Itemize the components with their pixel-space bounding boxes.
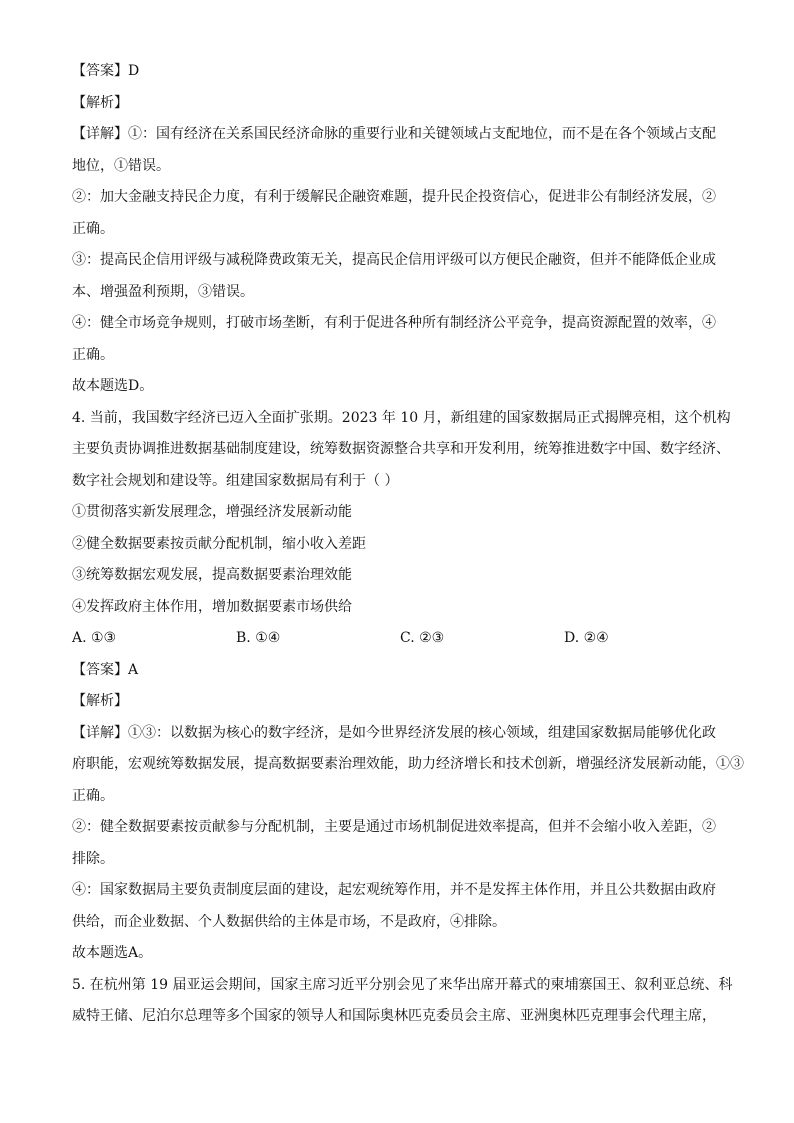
q3-detail-line: ④：健全市场竞争规则，打破市场垄断，有利于促进各种所有制经济公平竞争，提高资源配置的效率，④ bbox=[72, 315, 716, 331]
q5-stem-line: 5. 在杭州第 19 届亚运会期间，国家主席习近平分别会见了来华出席开幕式的柬埔寨国王、叙利亚总统、科 bbox=[72, 976, 733, 993]
q4-detail-line: 排除。 bbox=[72, 850, 114, 867]
q4-analysis-label: 【解析】 bbox=[72, 693, 128, 709]
q3-answer: 【答案】D bbox=[72, 63, 140, 79]
q4-detail-line: 正确。 bbox=[72, 787, 114, 804]
q4-detail-line: 府职能，宏观统筹数据发展，提高数据要素治理效能，助力经济增长和技术创新，增强经济发展新动能，①③ bbox=[72, 756, 744, 772]
q4-statement: ④发挥政府主体作用，增加数据要素市场供给 bbox=[72, 598, 352, 615]
q3-conclusion: 故本题选D。 bbox=[72, 378, 154, 394]
q4-detail-line: 供给，而企业数据、个人数据供给的主体是市场，不是政府，④排除。 bbox=[72, 913, 506, 930]
q4-statement: ③统筹数据宏观发展，提高数据要素治理效能 bbox=[72, 567, 352, 583]
q4-option-a: A. ①③ bbox=[72, 630, 117, 646]
q4-statement: ①贯彻落实新发展理念，增强经济发展新动能 bbox=[72, 504, 352, 520]
q4-detail-line: ④：国家数据局主要负责制度层面的建设，起宏观统筹作用，并不是发挥主体作用，并且公共数据由政府 bbox=[72, 882, 716, 898]
q4-detail-line: 【详解】①③：以数据为核心的数字经济，是如今世界经济发展的核心领域，组建国家数据局能够优化政 bbox=[72, 724, 716, 741]
q4-option-c: C. ②③ bbox=[400, 630, 445, 646]
q3-detail-line: 本、增强盈利预期，③错误。 bbox=[72, 283, 254, 300]
q4-stem-line: 数字社会规划和建设等。组建国家数据局有利于（ ） bbox=[72, 472, 399, 489]
q4-conclusion: 故本题选A。 bbox=[72, 945, 153, 961]
q3-detail-line: ③：提高民企信用评级与减税降费政策无关，提高民企信用评级可以方便民企融资，但并不能降低企业成 bbox=[72, 252, 716, 268]
q4-option-d: D. ②④ bbox=[564, 630, 609, 646]
q3-detail-line: 【详解】①：国有经济在关系国民经济命脉的重要行业和关键领域占支配地位，而不是在各个领域占支配 bbox=[72, 126, 716, 142]
q3-detail-line: ②：加大金融支持民企力度，有利于缓解民企融资难题，提升民企投资信心，促进非公有制经济发展，② bbox=[72, 189, 716, 205]
q3-analysis-label: 【解析】 bbox=[72, 94, 128, 111]
q4-answer: 【答案】A bbox=[72, 661, 139, 678]
q4-statement: ②健全数据要素按贡献分配机制，缩小收入差距 bbox=[72, 535, 366, 552]
q3-detail-line: 地位，①错误。 bbox=[72, 157, 170, 174]
q3-detail-line: 正确。 bbox=[72, 346, 114, 363]
q4-detail-line: ②：健全数据要素按贡献参与分配机制，主要是通过市场机制促进效率提高，但并不会缩小收入差距，② bbox=[72, 819, 716, 835]
q3-detail-line: 正确。 bbox=[72, 220, 114, 237]
q4-stem-line: 4. 当前，我国数字经济已迈入全面扩张期。2023 年 10 月，新组建的国家数据局正式揭牌亮相，这个机构 bbox=[72, 409, 731, 426]
document-page bbox=[72, 63, 744, 1024]
q4-option-b: B. ①④ bbox=[236, 630, 281, 646]
q5-stem-line: 威特王储、尼泊尔总理等多个国家的领导人和国际奥林匹克委员会主席、亚洲奥林匹克理事会代理主席， bbox=[72, 1008, 716, 1024]
q4-stem-line: 主要负责协调推进数据基础制度建设，统筹数据资源整合共享和开发利用，统筹推进数字中国、数字经济、 bbox=[72, 441, 730, 457]
q4-options bbox=[72, 630, 732, 646]
